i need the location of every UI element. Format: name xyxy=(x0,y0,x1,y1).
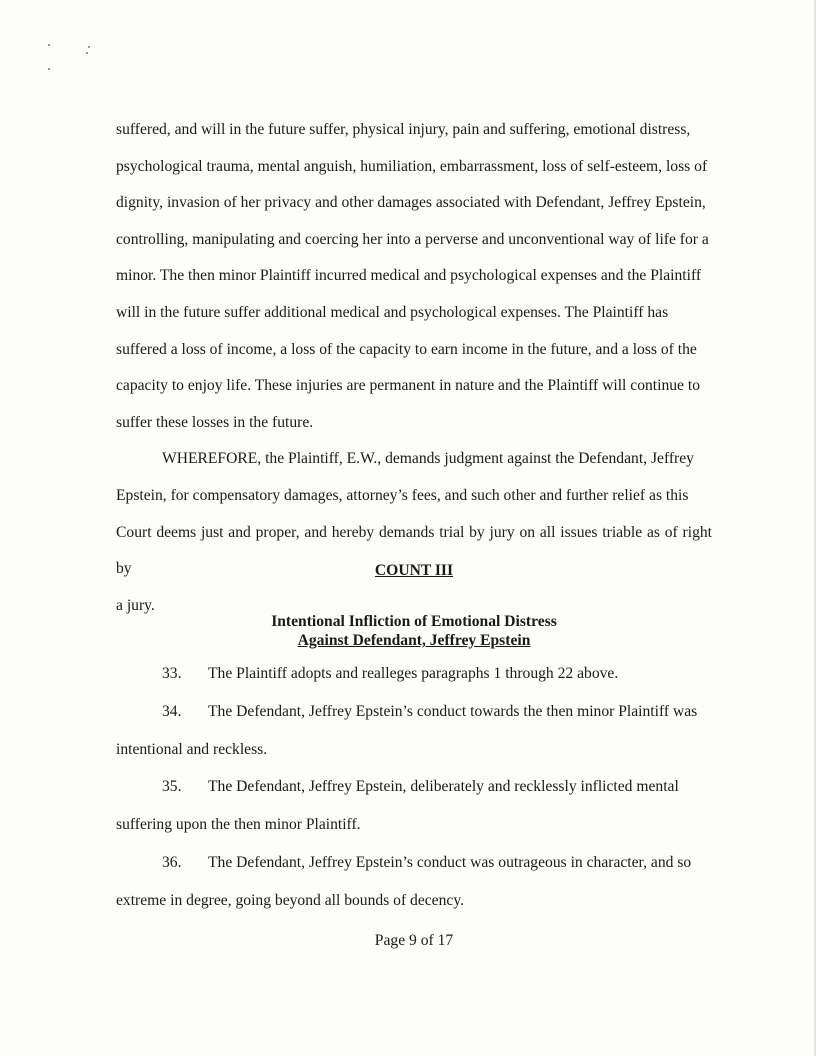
numbered-paragraph-33 xyxy=(116,655,712,693)
count-title xyxy=(116,612,712,650)
paragraph-line: suffered a loss of income, a loss of the capacity to earn income in the future, and a loss of the xyxy=(116,340,697,358)
continued-paragraph xyxy=(116,112,712,441)
paragraph-text: The Plaintiff adopts and realleges paragraphs 1 through 22 above. xyxy=(208,665,619,682)
paragraph-line: minor. The then minor Plaintiff incurred medical and psychological expenses and the Plaintiff xyxy=(116,267,702,285)
paragraph-number: 35. xyxy=(162,778,182,796)
paragraph-line: suffer these losses in the future. xyxy=(116,413,314,431)
paragraph-continuation: extreme in degree, going beyond all bounds of decency. xyxy=(116,891,464,909)
numbered-paragraph-36 xyxy=(116,844,712,882)
numbered-paragraph-35 xyxy=(116,768,712,806)
paragraph-line: WHEREFORE, the Plaintiff, E.W., demands judgment against the Defendant, Jeffrey xyxy=(162,450,694,468)
paragraph-number: 36. xyxy=(162,853,182,871)
paragraph-line: dignity, invasion of her privacy and other damages associated with Defendant, Jeffrey Epstein, xyxy=(116,194,706,212)
body-text xyxy=(116,112,712,624)
paragraph-line: will in the future suffer additional medical and psychological expenses. The Plaintiff has xyxy=(116,303,669,321)
paragraph-continuation: suffering upon the then minor Plaintiff. xyxy=(116,816,361,834)
scan-speck xyxy=(48,68,50,70)
paragraph-text: The Defendant, Jeffrey Epstein, deliberately and recklessly inflicted mental xyxy=(208,778,679,796)
count-title-line2: Against Defendant, Jeffrey Epstein xyxy=(297,632,531,649)
paragraph-number: 33. xyxy=(162,665,182,682)
paragraph-continuation: intentional and reckless. xyxy=(116,740,268,758)
paragraph-number: 34. xyxy=(162,702,182,720)
count-title-line1: Intentional Infliction of Emotional Distress xyxy=(271,613,557,630)
paragraph-line: psychological trauma, mental anguish, humiliation, embarrassment, loss of self-esteem, loss of xyxy=(116,157,708,175)
paragraph-line: controlling, manipulating and coercing her into a perverse and unconventional way of life for a xyxy=(116,230,709,248)
paragraph-line: a jury. xyxy=(116,596,155,614)
paragraph-line: capacity to enjoy life. These injuries are permanent in nature and the Plaintiff will continue to xyxy=(116,377,701,395)
scan-speck xyxy=(48,44,50,46)
paragraph-line: Court deems just and proper, and hereby demands trial by jury on all issues triable as of right by xyxy=(116,523,712,578)
count-heading: COUNT III xyxy=(374,562,454,579)
page-number: Page 9 of 17 xyxy=(374,932,454,949)
wherefore-paragraph xyxy=(116,441,712,624)
scan-speck xyxy=(88,46,90,48)
scan-speck xyxy=(86,52,88,54)
numbered-paragraphs xyxy=(116,655,712,920)
paragraph-line: suffered, and will in the future suffer, physical injury, pain and suffering, emotional distress, xyxy=(116,121,691,138)
numbered-paragraph-34 xyxy=(116,693,712,731)
paragraph-text: The Defendant, Jeffrey Epstein’s conduct was outrageous in character, and so xyxy=(208,853,692,871)
paragraph-text: The Defendant, Jeffrey Epstein’s conduct towards the then minor Plaintiff was xyxy=(208,702,698,720)
paragraph-line: Epstein, for compensatory damages, attorney’s fees, and such other and further relief as this xyxy=(116,486,689,504)
